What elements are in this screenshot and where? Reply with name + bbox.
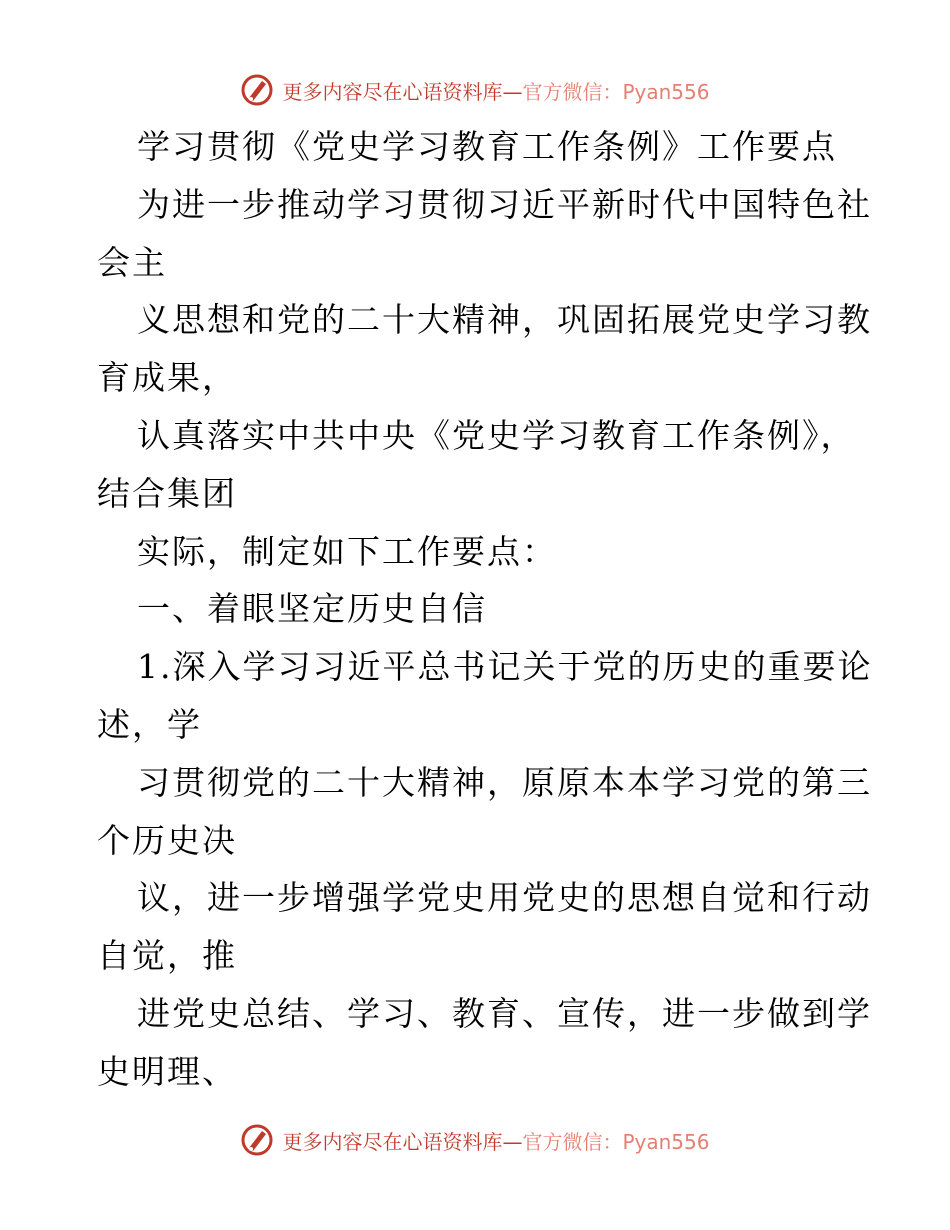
banner-source-text: 更多内容尽在心语资料库—: [282, 79, 523, 104]
text-line: 史明理、: [97, 1051, 237, 1091]
text-line: 议，进一步增强学党史用党史的思想自觉和行动: [137, 878, 872, 918]
pen-logo-icon: [240, 73, 274, 107]
text-line: 进党史总结、学习、教育、宣传，进一步做到学: [137, 993, 872, 1033]
text-line: 认真落实中共中央《党史学习教育工作条例》，: [137, 415, 856, 455]
text-line: 一、着眼坚定历史自信: [137, 589, 487, 629]
text-line: 自觉，推: [97, 936, 237, 976]
pen-logo-icon: [240, 1123, 274, 1157]
text-line: 结合集团: [97, 473, 237, 513]
text-line: 义思想和党的二十大精神，巩固拓展党史学习教: [137, 300, 872, 340]
document-body: [97, 118, 873, 1101]
banner-wechat-text: 官方微信：Pyan556: [522, 1129, 710, 1154]
text-line: 学习贯彻《党史学习教育工作条例》工作要点: [137, 127, 837, 166]
footer-watermark-banner: [0, 1120, 950, 1160]
text-line: 为进一步推动学习贯彻习近平新时代中国特色社: [137, 184, 872, 224]
text-line: 习贯彻党的二十大精神，原原本本学习党的第三: [137, 762, 872, 802]
text-line: 1.深入学习习近平总书记关于党的历史的重要论: [137, 647, 873, 687]
text-line: 育成果，: [97, 358, 237, 398]
text-line: 会主: [97, 242, 167, 282]
header-watermark-banner: [0, 70, 950, 110]
text-line: 实际，制定如下工作要点：: [137, 531, 557, 571]
text-line: 个历史决: [97, 820, 237, 860]
text-line: 述，学: [97, 704, 202, 744]
banner-wechat-text: 官方微信：Pyan556: [522, 79, 710, 104]
banner-source-text: 更多内容尽在心语资料库—: [282, 1129, 523, 1154]
